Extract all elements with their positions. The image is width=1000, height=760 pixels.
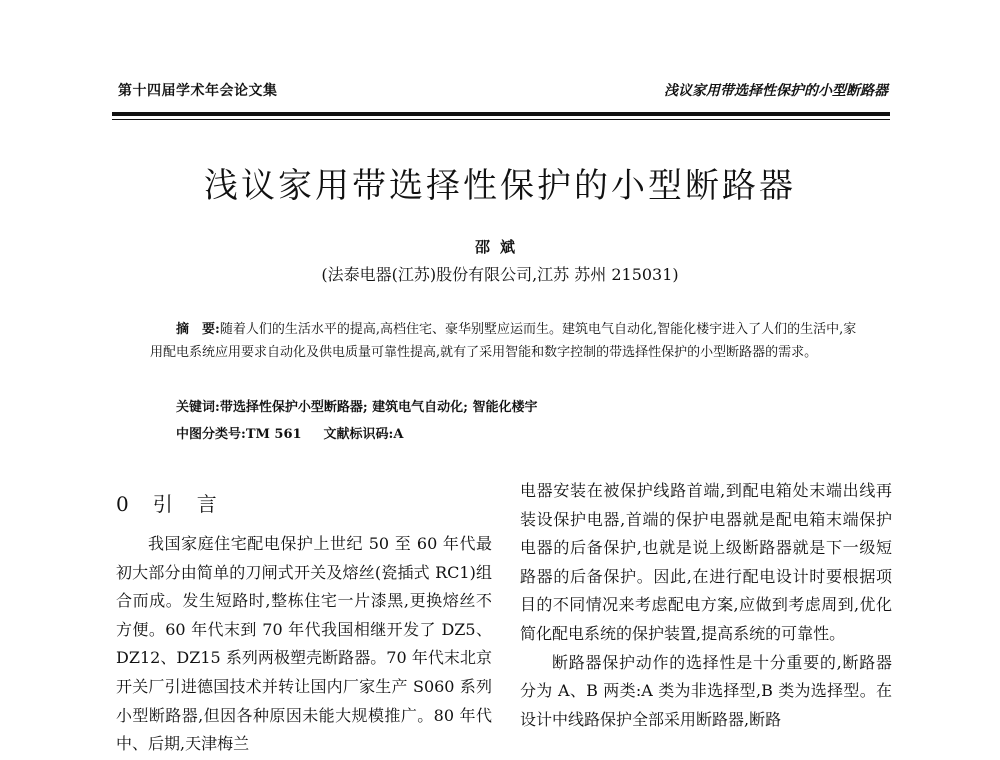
clc-label: 中图分类号: (176, 427, 246, 442)
abstract-text: 随着人们的生活水平的提高,高档住宅、豪华别墅应运而生。建筑电气自动化,智能化楼宇进入了人们的生活中,家用配电系统应用要求自动化及供电质量可靠性提高,就有了采用智能和数字控制的带选择性保护的小型断路器的需求。 (150, 322, 857, 360)
running-header-right: 浅议家用带选择性保护的小型断路器 (664, 83, 888, 99)
body-column-left (116, 530, 492, 759)
doc-code-value: A (393, 427, 404, 442)
keywords (176, 396, 537, 415)
keywords-label: 关键词: (176, 400, 220, 415)
author-affiliation: (法泰电器(江苏)股份有限公司,江苏 苏州 215031) (321, 265, 679, 284)
header-rule-thin (112, 119, 890, 120)
clc-value: TM 561 (245, 427, 302, 442)
body-paragraph-2: 断路器保护动作的选择性是十分重要的,断路器分为 A、B 两类:A 类为非选择型,B 类为选择型。在设计中线路保护全部采用断路器,断路 (520, 652, 892, 729)
body-paragraph: 我国家庭住宅配电保护上世纪 50 至 60 年代最初大部分由简单的刀闸式开关及熔丝(瓷插式 RC1)组合而成。发生短路时,整栋住宅一片漆黑,更换熔丝不方便。60 年代末到 70 年代我国相继开发了 DZ5、DZ12、DZ15 系列两极塑壳断路器。70 年代末北京开关厂引进德国技术并转让国内厂家生产 S060 系列小型断路器,但因各种原因未能大规模推广。80 年代中、后期,天津梅兰 (116, 534, 492, 754)
running-header-left: 第十四届学术年会论文集 (118, 83, 278, 99)
abstract (150, 318, 862, 364)
body-column-right (520, 477, 892, 734)
section-heading (116, 488, 219, 517)
section-number: 0 (116, 492, 131, 516)
classification (176, 423, 403, 442)
section-title: 引 言 (152, 492, 219, 516)
body-paragraph-1: 电器安装在被保护线路首端,到配电箱处末端出线再装设保护电器,首端的保护电器就是配电箱末端保护电器的后备保护,也就是说上级断路器就是下一级短路器的后备保护。因此,在进行配电设计时要根据项目的不同情况来考虑配电方案,应做到考虑周到,优化简化配电系统的保护装置,提高系统的可靠性。 (520, 481, 892, 643)
paper-title: 浅议家用带选择性保护的小型断路器 (204, 166, 796, 206)
doc-code-label: 文献标识码: (323, 427, 394, 442)
keywords-text: 带选择性保护小型断路器; 建筑电气自动化; 智能化楼宇 (219, 400, 538, 415)
author-name: 邵斌 (474, 238, 525, 256)
abstract-label: 摘 要: (176, 322, 220, 337)
header-rule-thick (112, 112, 890, 116)
